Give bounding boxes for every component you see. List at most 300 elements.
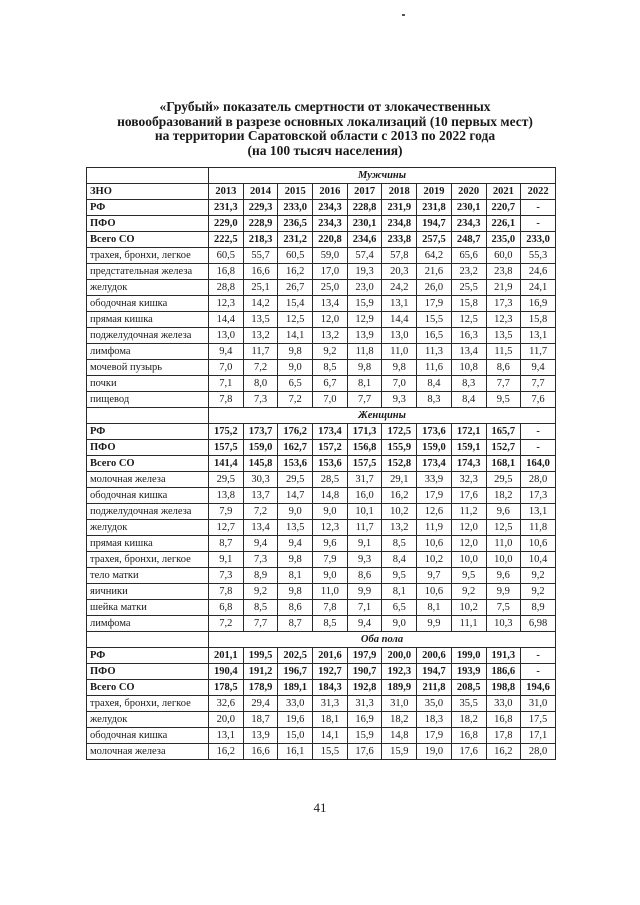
value-cell: 17,3	[486, 296, 521, 312]
value-cell: 55,7	[243, 248, 278, 264]
value-cell: 13,4	[243, 520, 278, 536]
value-cell: 64,2	[417, 248, 452, 264]
value-cell: 9,2	[313, 344, 348, 360]
value-cell: 7,1	[209, 376, 244, 392]
value-cell: 231,2	[278, 232, 313, 248]
value-cell: 8,4	[451, 392, 486, 408]
value-cell: 24,6	[521, 264, 556, 280]
value-cell: 11,3	[417, 344, 452, 360]
value-cell: 12,9	[347, 312, 382, 328]
value-cell: 17,9	[417, 488, 452, 504]
value-cell: 192,7	[313, 664, 348, 680]
value-cell: 8,1	[382, 584, 417, 600]
table-row	[87, 488, 556, 504]
row-label: почки	[87, 376, 209, 392]
table-row	[87, 744, 556, 760]
value-cell: 230,1	[451, 200, 486, 216]
value-cell: 145,8	[243, 456, 278, 472]
value-cell: 178,9	[243, 680, 278, 696]
value-cell: 176,2	[278, 424, 313, 440]
table-row	[87, 680, 556, 696]
row-label: яичники	[87, 584, 209, 600]
table-row	[87, 600, 556, 616]
value-cell: 165,7	[486, 424, 521, 440]
value-cell: 17,0	[313, 264, 348, 280]
value-cell: 10,2	[382, 504, 417, 520]
value-cell: 159,1	[451, 440, 486, 456]
value-cell: 173,6	[417, 424, 452, 440]
header-row	[87, 184, 556, 200]
value-cell: 7,0	[382, 376, 417, 392]
value-cell: 29,1	[382, 472, 417, 488]
value-cell: 13,2	[243, 328, 278, 344]
value-cell: 233,0	[278, 200, 313, 216]
row-label: ПФО	[87, 216, 209, 232]
value-cell: 7,1	[347, 600, 382, 616]
value-cell: 190,7	[347, 664, 382, 680]
value-cell: 231,8	[417, 200, 452, 216]
value-cell: 152,7	[486, 440, 521, 456]
value-cell: 13,5	[486, 328, 521, 344]
value-cell: 7,2	[243, 504, 278, 520]
row-label: РФ	[87, 200, 209, 216]
value-cell: 229,0	[209, 216, 244, 232]
value-cell: 16,2	[486, 744, 521, 760]
value-cell: 173,4	[313, 424, 348, 440]
value-cell: 29,5	[278, 472, 313, 488]
value-cell: 201,1	[209, 648, 244, 664]
table-row	[87, 264, 556, 280]
value-cell: 35,0	[417, 696, 452, 712]
value-cell: 10,1	[347, 504, 382, 520]
value-cell: 30,3	[243, 472, 278, 488]
value-cell: 60,5	[278, 248, 313, 264]
value-cell: 7,0	[209, 360, 244, 376]
row-label: Всего СО	[87, 680, 209, 696]
value-cell: 191,2	[243, 664, 278, 680]
value-cell: 157,5	[209, 440, 244, 456]
value-cell: 13,1	[209, 728, 244, 744]
value-cell: 9,4	[347, 616, 382, 632]
value-cell: 9,9	[347, 584, 382, 600]
table-row	[87, 472, 556, 488]
value-cell: 13,5	[243, 312, 278, 328]
value-cell: 33,9	[417, 472, 452, 488]
value-cell: 8,5	[313, 360, 348, 376]
value-cell: 153,6	[278, 456, 313, 472]
table-row	[87, 296, 556, 312]
value-cell: 197,9	[347, 648, 382, 664]
table-row	[87, 520, 556, 536]
section-blank-cell	[87, 408, 209, 424]
value-cell: 17,6	[451, 488, 486, 504]
section-row	[87, 168, 556, 184]
table-row	[87, 648, 556, 664]
value-cell: -	[521, 424, 556, 440]
value-cell: 15,8	[451, 296, 486, 312]
value-cell: 6,5	[278, 376, 313, 392]
value-cell: 152,8	[382, 456, 417, 472]
value-cell: 9,0	[313, 568, 348, 584]
value-cell: 10,0	[486, 552, 521, 568]
value-cell: 228,8	[347, 200, 382, 216]
value-cell: 9,2	[451, 584, 486, 600]
table-row	[87, 728, 556, 744]
value-cell: 18,3	[417, 712, 452, 728]
value-cell: 14,4	[209, 312, 244, 328]
value-cell: 15,9	[347, 296, 382, 312]
value-cell: 10,2	[417, 552, 452, 568]
table-row	[87, 248, 556, 264]
value-cell: 184,3	[313, 680, 348, 696]
value-cell: 9,7	[417, 568, 452, 584]
header-year: 2020	[451, 184, 486, 200]
value-cell: 18,1	[313, 712, 348, 728]
value-cell: 10,6	[417, 584, 452, 600]
value-cell: 168,1	[486, 456, 521, 472]
value-cell: 65,6	[451, 248, 486, 264]
value-cell: 257,5	[417, 232, 452, 248]
value-cell: 16,6	[243, 744, 278, 760]
section-title: Оба пола	[209, 632, 556, 648]
title-line-1: «Грубый» показатель смертности от злокачественных	[159, 99, 491, 114]
value-cell: 28,5	[313, 472, 348, 488]
value-cell: 9,2	[521, 568, 556, 584]
value-cell: 31,0	[521, 696, 556, 712]
value-cell: 198,8	[486, 680, 521, 696]
value-cell: 7,7	[347, 392, 382, 408]
value-cell: 229,3	[243, 200, 278, 216]
value-cell: -	[521, 216, 556, 232]
value-cell: 172,1	[451, 424, 486, 440]
value-cell: 9,8	[382, 360, 417, 376]
value-cell: 164,0	[521, 456, 556, 472]
value-cell: 171,3	[347, 424, 382, 440]
value-cell: 175,2	[209, 424, 244, 440]
table-row	[87, 200, 556, 216]
value-cell: 228,9	[243, 216, 278, 232]
value-cell: 9,3	[347, 552, 382, 568]
value-cell: 14,1	[313, 728, 348, 744]
value-cell: 16,2	[209, 744, 244, 760]
row-label: ободочная кишка	[87, 728, 209, 744]
value-cell: 208,5	[451, 680, 486, 696]
value-cell: 7,5	[486, 600, 521, 616]
row-label: пищевод	[87, 392, 209, 408]
value-cell: 18,2	[451, 712, 486, 728]
value-cell: 194,7	[417, 216, 452, 232]
value-cell: 33,0	[486, 696, 521, 712]
value-cell: 189,9	[382, 680, 417, 696]
row-label: желудок	[87, 280, 209, 296]
value-cell: 11,0	[486, 536, 521, 552]
value-cell: 8,9	[521, 600, 556, 616]
row-label: ПФО	[87, 664, 209, 680]
value-cell: 9,4	[209, 344, 244, 360]
value-cell: 13,9	[347, 328, 382, 344]
value-cell: 15,5	[313, 744, 348, 760]
value-cell: 11,6	[417, 360, 452, 376]
value-cell: 234,8	[382, 216, 417, 232]
value-cell: 8,6	[486, 360, 521, 376]
value-cell: 9,5	[451, 568, 486, 584]
value-cell: 234,3	[313, 200, 348, 216]
row-label: ПФО	[87, 440, 209, 456]
value-cell: 55,3	[521, 248, 556, 264]
value-cell: 15,4	[278, 296, 313, 312]
row-label: Всего СО	[87, 456, 209, 472]
value-cell: 17,6	[451, 744, 486, 760]
value-cell: 9,9	[417, 616, 452, 632]
value-cell: 7,3	[243, 392, 278, 408]
header-year: 2015	[278, 184, 313, 200]
value-cell: 7,9	[313, 552, 348, 568]
row-label: поджелудочная железа	[87, 504, 209, 520]
value-cell: 20,3	[382, 264, 417, 280]
table-row	[87, 696, 556, 712]
value-cell: 9,5	[382, 568, 417, 584]
value-cell: 8,5	[243, 600, 278, 616]
value-cell: 174,3	[451, 456, 486, 472]
value-cell: 14,8	[382, 728, 417, 744]
value-cell: 159,0	[417, 440, 452, 456]
value-cell: 23,2	[451, 264, 486, 280]
table-row	[87, 552, 556, 568]
value-cell: 13,2	[382, 520, 417, 536]
value-cell: 220,7	[486, 200, 521, 216]
value-cell: 234,3	[451, 216, 486, 232]
value-cell: 7,8	[209, 584, 244, 600]
value-cell: 218,3	[243, 232, 278, 248]
value-cell: 220,8	[313, 232, 348, 248]
table-row	[87, 440, 556, 456]
value-cell: 194,6	[521, 680, 556, 696]
value-cell: 234,3	[313, 216, 348, 232]
table-row	[87, 280, 556, 296]
value-cell: 15,9	[382, 744, 417, 760]
value-cell: 16,9	[347, 712, 382, 728]
section-title: Мужчины	[209, 168, 556, 184]
header-year: 2017	[347, 184, 382, 200]
value-cell: 29,5	[209, 472, 244, 488]
value-cell: 16,8	[451, 728, 486, 744]
value-cell: 12,0	[451, 536, 486, 552]
value-cell: 12,5	[278, 312, 313, 328]
value-cell: 192,3	[382, 664, 417, 680]
value-cell: 19,6	[278, 712, 313, 728]
value-cell: 211,8	[417, 680, 452, 696]
value-cell: 16,8	[209, 264, 244, 280]
value-cell: 7,7	[521, 376, 556, 392]
value-cell: 25,5	[451, 280, 486, 296]
value-cell: 9,8	[347, 360, 382, 376]
value-cell: 12,5	[451, 312, 486, 328]
section-title: Женщины	[209, 408, 556, 424]
value-cell: 230,1	[347, 216, 382, 232]
row-label: ободочная кишка	[87, 296, 209, 312]
value-cell: 31,3	[313, 696, 348, 712]
value-cell: 14,2	[243, 296, 278, 312]
value-cell: 16,5	[417, 328, 452, 344]
value-cell: 10,4	[521, 552, 556, 568]
value-cell: 236,5	[278, 216, 313, 232]
value-cell: 173,7	[243, 424, 278, 440]
value-cell: 23,8	[486, 264, 521, 280]
table-row	[87, 664, 556, 680]
header-year: 2019	[417, 184, 452, 200]
value-cell: 6,98	[521, 616, 556, 632]
mortality-table	[86, 167, 556, 760]
value-cell: 8,6	[278, 600, 313, 616]
table-row	[87, 424, 556, 440]
value-cell: 13,7	[243, 488, 278, 504]
value-cell: 21,6	[417, 264, 452, 280]
value-cell: 10,8	[451, 360, 486, 376]
value-cell: 18,7	[243, 712, 278, 728]
value-cell: 14,4	[382, 312, 417, 328]
value-cell: 12,0	[451, 520, 486, 536]
value-cell: 57,8	[382, 248, 417, 264]
value-cell: 9,1	[209, 552, 244, 568]
value-cell: 10,3	[486, 616, 521, 632]
value-cell: 141,4	[209, 456, 244, 472]
value-cell: 11,5	[486, 344, 521, 360]
value-cell: 13,1	[521, 504, 556, 520]
value-cell: 15,0	[278, 728, 313, 744]
value-cell: 11,0	[313, 584, 348, 600]
value-cell: 11,8	[347, 344, 382, 360]
value-cell: 12,6	[417, 504, 452, 520]
value-cell: 28,8	[209, 280, 244, 296]
value-cell: 19,0	[417, 744, 452, 760]
value-cell: 17,9	[417, 296, 452, 312]
value-cell: 6,8	[209, 600, 244, 616]
value-cell: 13,2	[313, 328, 348, 344]
row-label: молочная железа	[87, 744, 209, 760]
row-label: поджелудочная железа	[87, 328, 209, 344]
value-cell: 231,3	[209, 200, 244, 216]
value-cell: 162,7	[278, 440, 313, 456]
value-cell: 60,0	[486, 248, 521, 264]
value-cell: 8,5	[382, 536, 417, 552]
value-cell: 9,8	[278, 552, 313, 568]
value-cell: 8,1	[347, 376, 382, 392]
header-year: 2016	[313, 184, 348, 200]
value-cell: 9,0	[382, 616, 417, 632]
value-cell: 16,2	[278, 264, 313, 280]
value-cell: -	[521, 648, 556, 664]
value-cell: 23,0	[347, 280, 382, 296]
value-cell: 153,6	[313, 456, 348, 472]
row-label: предстательная железа	[87, 264, 209, 280]
section-blank-cell	[87, 632, 209, 648]
row-label: трахея, бронхи, легкое	[87, 696, 209, 712]
table-row	[87, 232, 556, 248]
value-cell: 8,4	[382, 552, 417, 568]
row-label: прямая кишка	[87, 536, 209, 552]
row-label: лимфома	[87, 616, 209, 632]
value-cell: 28,0	[521, 472, 556, 488]
value-cell: 9,6	[313, 536, 348, 552]
value-cell: 7,3	[243, 552, 278, 568]
value-cell: 16,6	[243, 264, 278, 280]
value-cell: 7,2	[209, 616, 244, 632]
value-cell: 172,5	[382, 424, 417, 440]
value-cell: 19,3	[347, 264, 382, 280]
value-cell: 155,9	[382, 440, 417, 456]
value-cell: 189,1	[278, 680, 313, 696]
value-cell: 24,2	[382, 280, 417, 296]
value-cell: 29,4	[243, 696, 278, 712]
title-line-3: на территории Саратовской области с 2013 по 2022 года	[154, 128, 496, 143]
page-number: 41	[313, 800, 327, 815]
value-cell: 11,8	[521, 520, 556, 536]
value-cell: 8,9	[243, 568, 278, 584]
value-cell: 28,0	[521, 744, 556, 760]
value-cell: 231,9	[382, 200, 417, 216]
value-cell: 59,0	[313, 248, 348, 264]
value-cell: 9,8	[278, 584, 313, 600]
value-cell: 21,9	[486, 280, 521, 296]
value-cell: 200,6	[417, 648, 452, 664]
value-cell: 11,7	[521, 344, 556, 360]
row-label: мочевой пузырь	[87, 360, 209, 376]
value-cell: 15,9	[347, 728, 382, 744]
value-cell: -	[521, 440, 556, 456]
value-cell: 7,2	[243, 360, 278, 376]
value-cell: 13,1	[382, 296, 417, 312]
value-cell: 13,4	[313, 296, 348, 312]
value-cell: 234,6	[347, 232, 382, 248]
value-cell: 9,4	[521, 360, 556, 376]
value-cell: 7,3	[209, 568, 244, 584]
value-cell: -	[521, 664, 556, 680]
row-label: шейка матки	[87, 600, 209, 616]
value-cell: 8,1	[278, 568, 313, 584]
value-cell: 14,7	[278, 488, 313, 504]
value-cell: 9,2	[243, 584, 278, 600]
value-cell: 17,5	[521, 712, 556, 728]
value-cell: 13,5	[278, 520, 313, 536]
value-cell: 18,2	[486, 488, 521, 504]
value-cell: 31,7	[347, 472, 382, 488]
value-cell: 199,0	[451, 648, 486, 664]
value-cell: 8,7	[209, 536, 244, 552]
value-cell: -	[521, 200, 556, 216]
value-cell: 8,1	[417, 600, 452, 616]
value-cell: 233,8	[382, 232, 417, 248]
value-cell: 196,7	[278, 664, 313, 680]
value-cell: 12,7	[209, 520, 244, 536]
value-cell: 233,0	[521, 232, 556, 248]
value-cell: 8,5	[313, 616, 348, 632]
value-cell: 222,5	[209, 232, 244, 248]
value-cell: 12,3	[313, 520, 348, 536]
value-cell: 226,1	[486, 216, 521, 232]
header-year: 2022	[521, 184, 556, 200]
value-cell: 13,0	[382, 328, 417, 344]
value-cell: 17,8	[486, 728, 521, 744]
value-cell: 12,0	[313, 312, 348, 328]
value-cell: 9,6	[486, 504, 521, 520]
value-cell: 17,9	[417, 728, 452, 744]
value-cell: 9,5	[486, 392, 521, 408]
value-cell: 32,6	[209, 696, 244, 712]
table-row	[87, 616, 556, 632]
value-cell: 16,1	[278, 744, 313, 760]
value-cell: 173,4	[417, 456, 452, 472]
header-year: 2014	[243, 184, 278, 200]
